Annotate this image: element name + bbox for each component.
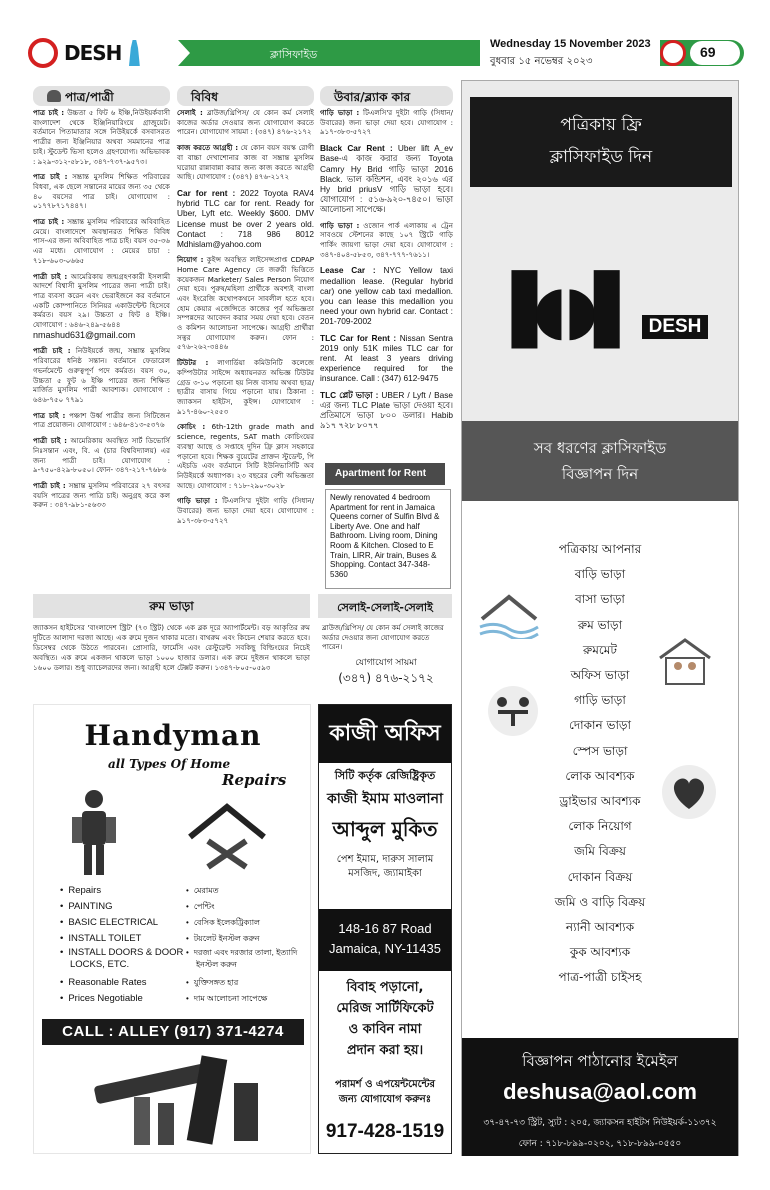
ad-lead: Lease Car : — [320, 265, 376, 276]
date-bangla: বুধবার ১৫ নভেম্বর ২০২৩ — [490, 56, 593, 67]
kazi-services — [319, 977, 451, 1061]
promo-footer — [462, 1038, 738, 1156]
classified-ad — [320, 221, 453, 260]
ad-lead: পাত্রী চাই : — [33, 271, 68, 281]
ad-text: ব্লাউজ/থ্রিপিস/ যে কোন কর্ম সেলাই কাজের অর্ডার দেওয়ার জন্য যোগাযোগ করতে পারেন। যোগাযোগ সায়মা : (৩৪৭) ৪৭৬-২১৭২ — [177, 108, 314, 137]
services-english — [60, 883, 186, 1007]
promo-banner — [470, 97, 732, 187]
ad-lead: পাত্রী চাই : — [33, 346, 71, 356]
ad-text: টিএলসি'র দুইটা গাড়ি (সিধান/উবারের) জন্য ভাড়া দেয়া হবে। যোগাযোগ : ৯১৭-৩৮৩-৫৭২৭ — [177, 496, 314, 525]
promo-email[interactable]: deshusa@aol.com — [503, 1079, 697, 1104]
kazi-contact-line: পরামর্শ ও এপয়েন্টমেন্টের — [334, 1079, 436, 1090]
kazi-position — [319, 853, 451, 881]
room-rent-header: রুম ভাড়া — [33, 594, 310, 618]
logo-word: DESH — [642, 315, 708, 339]
ad-text: যে কোন বয়স বয়স্ক রোগী বা বাচ্চা দেখাশোনার কাজ বা সম্ভ্রান্ত মুসলিম ঘরোয়া রান্নাবান্না করার জন্য কাজ করতে আগ্রহী আছি। যোগাযোগ : (৩৪৭) ৪৭৬-২১৭২ — [177, 143, 314, 182]
ad-lead: গাড়ি ভাড়া : — [320, 108, 360, 117]
handyman-title: Handyman — [84, 719, 262, 752]
ad-lead: Car for rent : — [177, 187, 236, 198]
kazi-position-line: মসজিদ, জ্যামাইকা — [348, 868, 422, 879]
desh-big-logo — [486, 271, 714, 349]
classified-ad — [33, 217, 170, 266]
ad-lead: পাত্রী চাই : — [33, 436, 67, 446]
column-title: পাত্র/পাত্রী — [65, 90, 114, 104]
kazi-name-line2: আব্দুল মুকিত — [332, 817, 438, 841]
red-ring-icon — [28, 38, 58, 68]
promo-banner-line: পত্রিকায় ফ্রি — [560, 115, 642, 135]
logo-glyph-icon: ▐◖◗▌ — [486, 271, 642, 348]
kazi-address — [319, 909, 451, 971]
kazi-service-line: ও কাবিন নামা — [348, 1022, 422, 1037]
promo-category: জমি ও বাড়ি বিক্রয় — [554, 894, 646, 909]
ad-text: আমেরিকায় অবস্থিত সার্ট ডিভোর্সি নিঃসন্তান এবং, বি. এ (চার বিশ্ববিদ্যালয়) এর জন্য পাত্রী চাই। যোগাযোগ : ৯-৭৫০-৪২৯-৮০৫০। ফোন- ৩৪৭-২১৭-৭৬৮৬ — [33, 436, 170, 475]
ad-text: UBER / Lyft / Base এর জন্য TLC Plate ভাড়া দেওয়া হবে। প্রতিমাসে ভাড়া ৮০০ ডলার। Habib ৯১৭ ৭২৮ ৮০৭৭ — [320, 389, 453, 431]
classified-ad — [177, 358, 314, 416]
kazi-contact-line: জন্য যোগাযোগ করুনঃ — [338, 1094, 432, 1105]
ad-text: পঞ্চাশ উর্ধ্ব পাত্রীর জন্য সিটিজেন পাত্র প্রয়োজন। যোগাযোগ : ৬৪৬-৪১৩-৫৩৭৬ — [33, 410, 171, 430]
section-label: ক্লাসিফাইড — [270, 48, 318, 61]
classified-ad — [33, 272, 170, 341]
ad-lead: পাত্র চাই : — [33, 108, 65, 117]
apartment-header: Apartment for Rent — [325, 463, 445, 485]
house-tools-icon — [184, 801, 270, 879]
service-item: • Prices Negotiable — [60, 991, 186, 1007]
classified-ad — [33, 108, 170, 166]
promo-category: জমি বিক্রয় — [574, 844, 626, 859]
ad-lead: গাড়ি ভাড়া : — [177, 496, 218, 506]
ad-text: 6th-12th grade math and science, regents, SAT math কোচিংয়ের ব্যবস্থা আছে ও সপ্তাহে দুদিন ফ্রি ক্লাস সহকারে পড়ানো হবে। শিক্ষক বুয়েটের প্রাক্তন স্টুডেন্ট, পি এইচডি এবং বর্তমানে সিটি ইউনিভার্সিটি অব নিউইয়র্কে অধ্যাপক। ২৩ বছরের বেশী অভিজ্ঞতা আছে। যোগাযোগ : ৭১৮-২৯০-৩০২৮ — [177, 422, 314, 490]
ad-text: আমেরিকায় জন্মগ্রহণকারী ইসলামী আদর্শে বিশ্বাসী মুসলিম পাত্রের জন্য পাত্রী চাই। পাত্র ব্যবসা করেন এবং ভেরাইজনে কর বর্তমানে একটি কোম্পানিতে সিনিয়র একাউন্টেন্ট হিসেবে কর্মরত। বয়স ২৯। উচ্চতা ৫ ফিট ৪ ইঞ্চি। যোগাযোগ : ৬৪৬-২৪৯-৫৬৪৪ — [33, 271, 170, 330]
classified-ad — [320, 143, 453, 214]
classified-ad — [33, 481, 170, 510]
ad-lead: টিউটর : — [177, 358, 209, 368]
handyman-ad — [33, 704, 311, 1154]
ad-lead: সেলাই : — [177, 108, 203, 117]
service-item: • INSTALL TOILET — [60, 931, 186, 947]
service-item: • টয়লেট ইনস্টল করুন — [186, 931, 310, 947]
promo-banner-line: ক্লাসিফাইড দিন — [549, 147, 653, 167]
ad-lead: TLC প্লেট ভাড়া : — [320, 389, 379, 400]
kazi-office-ad — [318, 704, 452, 1154]
sewing-contact-label: যোগাযোগ সায়মা — [355, 658, 417, 668]
promo-category: স্পেস ভাড়া — [572, 743, 628, 758]
promo-category: বাড়ি ভাড়া — [574, 567, 626, 582]
kazi-registered: সিটি কর্তৃক রেজিষ্ট্রিকৃত — [334, 769, 436, 782]
kazi-address-line: Jamaica, NY-11435 — [328, 941, 441, 956]
date-english: Wednesday 15 November 2023 — [490, 38, 651, 50]
promo-category: পত্রিকায় আপনার — [558, 542, 642, 556]
ad-lead: পাত্র চাই : — [33, 172, 68, 182]
apartment-ad: Newly renovated 4 bedroom Apartment for rent in Jamaica Queens corner of Sulfin Blvd & Liberty Ave. One and half Bathroom. Living room, Dining Room & Kitchen. Closed to E Train, LIRR, Air train, Buses & Shopping. Contact 347-348-5360 — [325, 489, 451, 589]
misc-ads — [177, 108, 314, 531]
classified-ad — [320, 390, 453, 431]
page-number: 69 — [690, 41, 740, 65]
section-bar — [178, 40, 480, 66]
red-chip-icon — [660, 40, 686, 66]
promo-band-line: বিজ্ঞাপন দিন — [561, 465, 639, 483]
worker-icon — [64, 787, 124, 879]
classified-ad — [177, 143, 314, 182]
classified-ad — [33, 436, 170, 475]
column-title: বিবিধ — [191, 90, 218, 104]
ad-lead: Black Car Rent : — [320, 143, 393, 154]
classified-ad — [320, 265, 453, 326]
service-item: • যুক্তিসঙ্গত হার — [186, 975, 310, 991]
service-item: • Repairs — [60, 883, 186, 899]
car-ads — [320, 108, 453, 436]
ad-text: টিএলসি'র দুইটা গাড়ি (সিধান/উবারের) জন্য ভাড়া দেয়া হবে। যোগাযোগ : ৯১৭-৩৮৩-৫৭২৭ — [320, 108, 453, 137]
sewing-ad: ব্লাউজ/থ্রিপিস/ যে কোন কর্ম সেলাই কাজের অর্ডার দেওয়ার জন্য যোগাযোগ করতে পারেন। — [322, 623, 444, 652]
page-header — [28, 36, 744, 70]
ad-text: Nissan Sentra 2019 only 51K miles TLC car for rent. At least 3 years driving experience required for the insurance. Call : (347) 612-9475 — [320, 332, 453, 384]
ad-email[interactable]: nmashud631@gmail.com — [33, 329, 136, 340]
bride-groom-ads — [33, 108, 170, 516]
classified-ad — [33, 172, 170, 211]
desh-logo — [40, 38, 172, 68]
promo-category: রুমমেট — [583, 642, 617, 657]
classified-ad — [33, 411, 170, 430]
statue-of-liberty-icon — [125, 40, 143, 66]
promo-address: ৩৭-৪৭-৭৩ স্ট্রিট, স্যুট : ২০৫, জ্যাকসন হাইটস নিউইয়র্ক-১১৩৭২ — [483, 1118, 717, 1128]
promo-band — [462, 421, 738, 501]
promo-band-line: সব ধরণের ক্লাসিফাইড — [533, 439, 667, 457]
tools-icon — [74, 1053, 274, 1147]
promo-category: ন্যানী আবশ্যক — [565, 920, 635, 935]
handyman-subtitle: all Types Of Home — [108, 757, 231, 771]
column-header-uber — [320, 86, 453, 106]
classified-ad — [177, 188, 314, 249]
service-item: • বেসিক ইলেকট্রিক্যাল — [186, 915, 310, 931]
ad-text: কুইন্স অবস্থিত লাইসেন্সপ্রাপ্ত CDPAP Home Care Agency তে জরুরী ভিত্তিতে কয়েকজন Marketer/ Sales Person নিয়োগ দেয়া হবে। পুরুষ/মহিলা প্রার্থীকে অবশ্যই বাংলা এবং ইংরেজি কথোপকথনে সাবলীল হতে হবে। হোম কেয়ার এজেন্সিতে কাজের পূর্ব অভিজ্ঞতা সম্পন্নদের আবেদন করার সময় দেয়া হবে। বেতন ও কমিশন আলোচনা সাপেক্ষে। আগ্রহী প্রার্থীরা সত্বর যোগাযোগ করুন। ফোন : ৫৭৬-২৬২-৩৪৪৬ — [177, 255, 314, 352]
promo-category: লোক নিয়োগ — [568, 819, 632, 834]
promo-category: পাত্র-পাত্রী চাইসহ — [558, 970, 642, 985]
promo-category: কুক আবশ্যক — [569, 945, 631, 960]
classified-ad — [177, 422, 314, 490]
promo-category: লোক আবশ্যক — [565, 768, 635, 783]
services-bangla — [186, 883, 310, 1007]
handyman-call-bar[interactable]: CALL : ALLEY (917) 371-4274 — [42, 1019, 304, 1045]
room-rent-ad: জ্যাকসন হাইটসের 'বাংলাদেশ স্ট্রিট' (৭৩ স্ট্রিট) থেকে এক ব্লক দূরে অ্যাপার্টমেন্ট। বড় আকৃতির রুম দুটিতে আলাদা দরজা আছে। এক রুমে দুজন থাকার মতো। বাথরুম এবং কিচেন শেয়ার করতে হবে। ডিসেম্বর থেকে উঠতে পারবেন। প্রোসারি, ফার্মেসি এবং রেস্টুরেন্ট সবকিছু বিল্ডিংয়ের নিচেই অবস্থিত। এক রুমে একজন থাকলে ভাড়া ১০০০ হাজার ডলার। এক রুমে দুইজন থাকলে ভাড়া ১৬০০ ডলার। শুধু ব্যাচেলরদের জন্য। আগ্রহী হলে টেক্সট করুন। ১৩৪৭-৮০৫-০৫৯৩ — [33, 623, 310, 672]
service-item: • PAINTING — [60, 899, 186, 915]
service-item: • দরজা এবং দরজার তালা, ইত্যাদি ইনস্টল করুন — [186, 947, 310, 971]
classified-ad — [33, 346, 170, 404]
promo-category: অফিস ভাড়া — [570, 668, 630, 683]
ad-lead: কোচিং : — [177, 422, 206, 432]
ad-text: সম্ভ্রান্ত মুসলিম পরিবারের ২৭ বৎসর বয়সি পাত্রের জন্য পাত্রি চাই। অনুগ্রহ করে কল করুন : ৩৪৭-৯৮১-৫৬৩৩ — [33, 480, 170, 510]
ad-text: NYC Yellow taxi medallion lease. (Regular hybrid car) one yellow cab taxi medallion. you can lease this medallion you need your own hybrid car. Contact : 201-709-2002 — [320, 265, 453, 327]
kazi-title: কাজী অফিস — [319, 705, 451, 763]
promo-category: গাড়ি ভাড়া — [574, 693, 626, 708]
kazi-phone[interactable]: 917-428-1519 — [325, 1121, 445, 1142]
classified-ad — [177, 255, 314, 352]
ad-text: সম্ভ্রান্ত মুসলিম পরিবারের অবিবাহিত মেয়ে। বাংলাদেশে অবস্থানরত শিক্ষিত বিবিধ পাস-এর জন্য অবিবাহিত পাত্র চাই। বয়স ৩৫-৩৬ এর মধ্যে। যোগাযোগ : মেয়ের চাচা : ৭১৮-৬০৩-০৬৬৫ — [33, 217, 170, 265]
ad-text: ওজোন পার্ক এলাকায় এ ট্রেন সাবওয়ে স্টেশনের কাছে ১০৭ স্ট্রিটে গাড়ি পার্কিং জায়গা ভাড়া দেয়া হবে। যোগাযোগ : ৩৪৭-৪০৪-৫৮৫৩, ৩৪৭-৭৭৭-৭৬১১। — [320, 220, 453, 259]
ad-text: লাগার্ডিয়া কমিউনিটি কলেজে কম্পিউটার সাইন্সে অধ্যায়নরত অভিজ্ঞ টিউটর গ্রেড ৩-১০ পড়ানো হয় নিজ বাসায় অথবা ছাত্র/ছাত্রীর বাসায় গিয়ে পড়ানো যায়। ঠিকানা : জ্যাকসন হাইটস, কুইন্স। যোগাযোগ : ৯১৭-৪৬০-২৫৫৩ — [177, 358, 314, 416]
handyman-subtitle-repairs: Repairs — [222, 771, 287, 789]
ad-lead: TLC Car for Rent : — [320, 332, 397, 343]
service-item: • INSTALL DOORS & DOOR LOCKS, ETC. — [60, 947, 186, 971]
classified-ad — [320, 108, 453, 137]
kazi-address-line: 148-16 87 Road — [338, 921, 432, 936]
classified-ad — [177, 108, 314, 137]
kazi-position-line: পেশ ইমাম, দারুস সালাম — [336, 854, 434, 865]
ad-text: সম্ভ্রান্ত মুসলিম শিক্ষিত পরিবারের বিধবা, এক ছেলে সন্তানের মায়ের জন্য ৩৫ থেকে ৪০ বয়সের পাত্র চাই। যোগাযোগ : ০১৭৭৮৭১৭৪৪৭। — [33, 172, 170, 211]
ad-text: নিউইয়র্কে জন্ম, সম্ভ্রান্ত মুসলিম পরিবারের ধনিষ্ঠ সন্তান। বর্তমানে ফেডারেল গভর্নমেন্টে গুরুত্বপূর্ণ পদে কর্মরত। বয়স ৩০, উচ্চতা ৫ ফুট ৬ ইঞ্চি পাত্রের জন্য শিক্ষিত মার্জিত মুসলিম পাত্রী আবশ্যক। যোগাযোগ : ৬৪৬-৭৫০ ৭৭৯১ — [33, 346, 171, 404]
ad-lead: কাজ করতে আগ্রহী : — [177, 143, 239, 153]
couple-icon — [47, 90, 61, 102]
kazi-contact-note — [319, 1077, 451, 1107]
kazi-service-line: মেরিজ সার্টিফিকেট — [336, 1001, 434, 1016]
promo-category: রুম ভাড়া — [577, 617, 623, 632]
page-number-box — [660, 40, 744, 66]
sewing-contact-phone[interactable]: (৩৪৭) ৪৭৬-২১৭২ — [338, 671, 434, 685]
ad-lead: গাড়ি ভাড়া : — [320, 220, 360, 230]
column-title: উবার/ব্ল্যাক কার — [334, 90, 411, 104]
promo-category: বাসা ভাড়া — [575, 592, 625, 607]
classified-ad — [320, 333, 453, 384]
free-classified-promo — [461, 80, 739, 1156]
ad-lead: পাত্র চাই : — [33, 410, 66, 420]
logo-mark: DESH — [64, 41, 122, 65]
email-label: বিজ্ঞাপন পাঠানোর ইমেইল — [522, 1052, 678, 1070]
promo-category-list — [462, 537, 738, 991]
classified-ad — [177, 496, 314, 525]
kazi-service-line: প্রদান করা হয়। — [346, 1043, 424, 1058]
service-item: • দাম আলোচনা সাপেক্ষে — [186, 991, 310, 1007]
promo-category: ড্রাইভার আবশ্যক — [559, 794, 641, 809]
kazi-service-line: বিবাহ পড়ানো, — [346, 980, 424, 995]
ad-text: Uber lift A_ev Base-এ কাজ করার জন্য Toyota Camry Hy Brid গাড়ি ভাড়া 2016 Black. ভাল কন্ডিশন, এবং ২০১৬ এর Hy brid priusV গাড়ি ভাড়া হবে। যোগাযোগ : ৫১৬-৯২০-৭৪৫০। ভাড়া আলোচনা সাপেক্ষে। — [320, 143, 453, 215]
promo-phone: ফোন : ৭১৮-৮৯৯-০২০২, ৭১৮-৮৯৯-০৫৫০ — [518, 1139, 682, 1149]
service-item: • মেরামত — [186, 883, 310, 899]
column-header-bride-groom — [33, 86, 170, 106]
service-item: • পেন্টিং — [186, 899, 310, 915]
ad-text: 2022 Toyota RAV4 hybrid TLC car for rent. Ready for Uber, Lyft etc. Weekly $600. DMV License must be over 2 years old. Contact : 718 986 8012 Mdhislam@yahoo.com — [177, 187, 315, 249]
ad-lead: পাত্রী চাই : — [33, 480, 66, 490]
ad-lead: পাত্র চাই : — [33, 217, 65, 227]
promo-category: দোকান ভাড়া — [569, 718, 631, 733]
promo-category: দোকান বিক্রয় — [567, 869, 633, 884]
sewing-header: সেলাই-সেলাই-সেলাই — [318, 594, 452, 618]
column-header-misc — [177, 86, 314, 106]
ad-lead: নিয়োগ : — [177, 255, 204, 265]
ad-text: উচ্চতা ৫ ফিট ৬ ইঞ্চি,নিউইয়র্কবাসী বাংলাদেশ থেকে ইঞ্জিনিয়ারিংয়ে গ্রাজুয়েট। বর্তমানে পিতামাতার সঙ্গে নিউইয়র্কে বসবাসরত পাত্রীর জন্য ইঞ্জিনিয়ার অথবা সমমানের পাত্র চাই। স্টুডেন্ট ভিসা হলেও গ্রহণযোগ্য। অভিভাবক : ৯২৯-৩১২-৫৮১৮, ৩৪৭-৭৩৭-৯৫৭৩। — [33, 108, 170, 166]
service-item: • BASIC ELECTRICAL — [60, 915, 186, 931]
service-item: • Reasonable Rates — [60, 975, 186, 991]
kazi-name-line1: কাজী ইমাম মাওলানা — [326, 791, 444, 807]
